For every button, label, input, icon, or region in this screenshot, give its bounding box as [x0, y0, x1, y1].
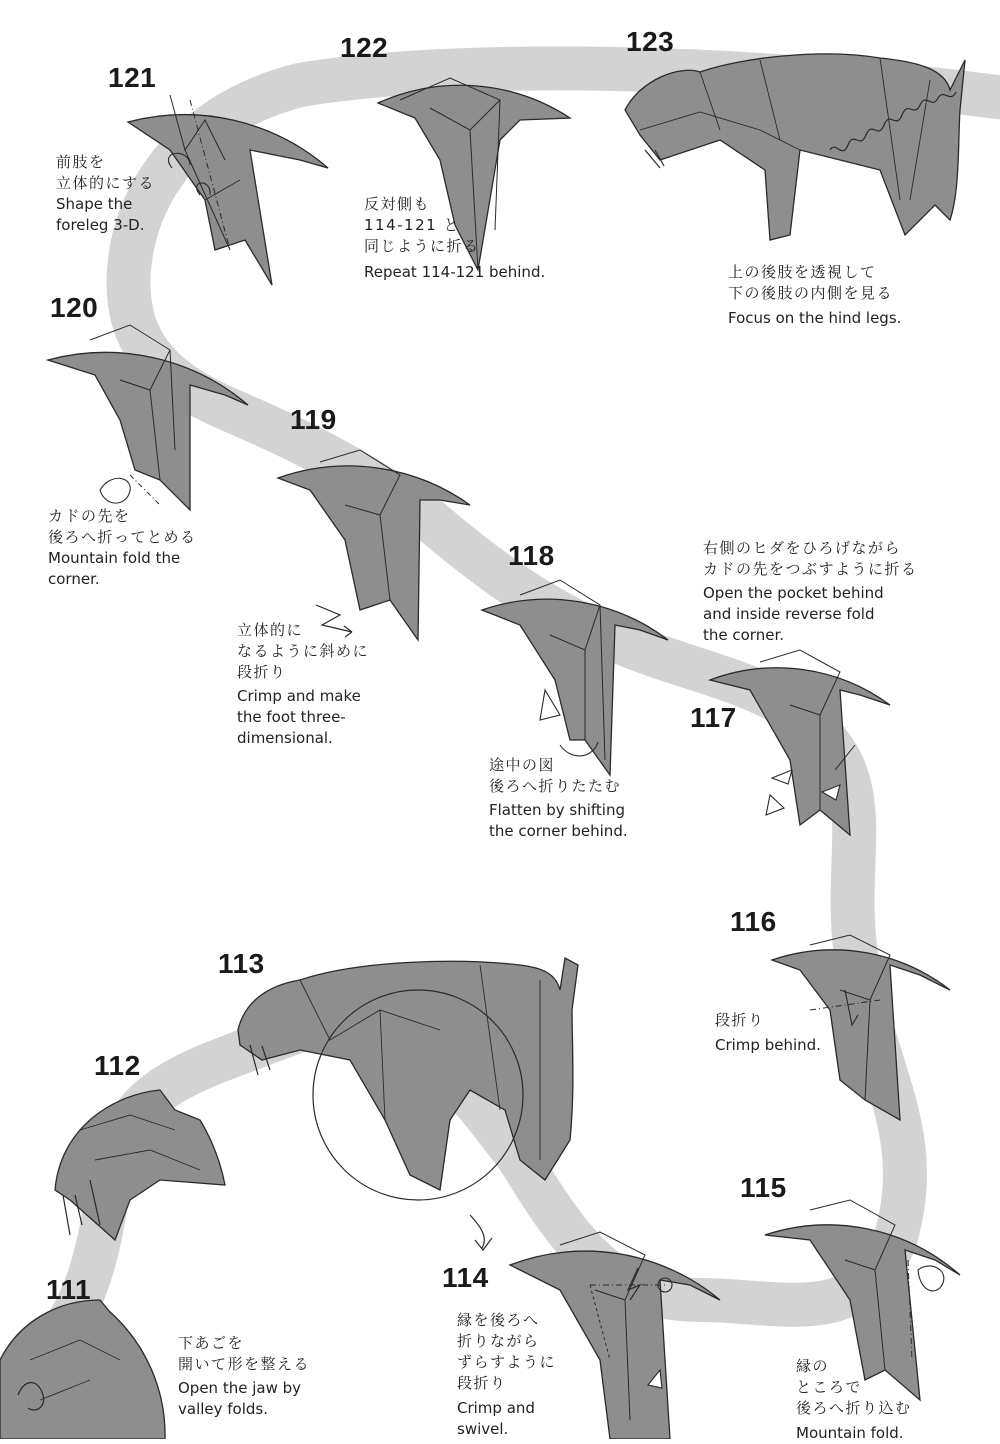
- step-119-ja-3: 段折り: [237, 663, 287, 681]
- step-117-ja-1: 右側のヒダをひろげながら: [703, 539, 902, 557]
- step-115-ja-3: 後ろへ折り込む: [796, 1399, 912, 1417]
- step-119-en-1: Crimp and make: [237, 687, 361, 705]
- step-114-ja-3: ずらすように: [457, 1353, 557, 1371]
- step-118-en-1: Flatten by shifting: [489, 801, 626, 819]
- step-121-number: 121: [108, 62, 157, 93]
- step-120-number: 120: [50, 292, 99, 323]
- step-119-caption: [237, 620, 369, 749]
- step-114-ja-4: 段折り: [457, 1374, 507, 1392]
- step-119-en-2: the foot three-: [237, 708, 346, 726]
- step-117-en-2: and inside reverse fold: [703, 605, 875, 623]
- step-120-ja-2: 後ろへ折ってとめる: [48, 528, 197, 546]
- step-122-number: 122: [340, 32, 389, 63]
- step-111-en-2: valley folds.: [178, 1400, 269, 1418]
- step-118-number: 118: [508, 540, 555, 571]
- step-111-figure: [0, 1300, 165, 1439]
- step-117-ja-2: カドの先をつぶすように折る: [703, 560, 918, 578]
- step-118-figure: [482, 580, 668, 775]
- step-120-en-2: corner.: [48, 570, 100, 588]
- step-117-caption: [703, 538, 918, 646]
- step-120-en-1: Mountain fold the: [48, 549, 181, 567]
- step-119-number: 119: [290, 404, 337, 435]
- step-122-ja-3: 同じように折る: [364, 237, 480, 255]
- step-121-en-2: foreleg 3-D.: [56, 216, 145, 234]
- step-111-ja-2: 開いて形を整える: [178, 1355, 311, 1373]
- step-120-ja-1: カドの先を: [48, 507, 131, 525]
- step-115-en-1: Mountain fold.: [796, 1424, 904, 1442]
- step-116-ja-1: 段折り: [715, 1011, 765, 1029]
- step-112-number: 112: [94, 1050, 141, 1081]
- step-118-en-2: the corner behind.: [489, 822, 628, 840]
- step-119-en-3: dimensional.: [237, 729, 333, 747]
- step-123-caption: [728, 262, 901, 329]
- step-116-number: 116: [730, 906, 777, 937]
- step-118-ja-2: 後ろへ折りたたむ: [489, 777, 622, 795]
- step-111-en-1: Open the jaw by: [178, 1379, 302, 1397]
- step-115-number: 115: [740, 1172, 787, 1203]
- step-111-caption: [178, 1333, 310, 1420]
- step-122-ja-1: 反対側も: [364, 195, 431, 213]
- step-117-en-1: Open the pocket behind: [703, 584, 884, 602]
- step-123-number: 123: [626, 26, 675, 57]
- step-115-ja-2: ところで: [796, 1378, 862, 1396]
- step-121-caption: [56, 152, 155, 236]
- step-122-caption: [364, 194, 545, 283]
- step-121-ja-1: 前肢を: [56, 153, 106, 171]
- step-111-ja-1: 下あごを: [178, 1334, 245, 1352]
- step-111-number: 111: [46, 1274, 92, 1305]
- step-116-caption: [715, 1010, 821, 1056]
- step-115-ja-1: 縁の: [796, 1357, 830, 1375]
- step-121-en-1: Shape the: [56, 195, 133, 213]
- step-123-ja-2: 下の後肢の内側を見る: [728, 284, 894, 302]
- step-114-en-2: swivel.: [457, 1420, 509, 1438]
- step-123-ja-1: 上の後肢を透視して: [728, 263, 877, 281]
- step-114-en-1: Crimp and: [457, 1399, 535, 1417]
- step-114-ja-1: 縁を後ろへ: [457, 1311, 540, 1329]
- step-114-number: 114: [442, 1262, 489, 1293]
- step-122-en-1: Repeat 114-121 behind.: [364, 263, 546, 281]
- step-123-figure: [625, 54, 965, 240]
- step-118-ja-1: 途中の図: [489, 756, 556, 774]
- step-116-en-1: Crimp behind.: [715, 1036, 821, 1054]
- step-114-ja-2: 折りながら: [457, 1332, 540, 1350]
- step-112-figure: [55, 1090, 225, 1240]
- step-114-caption: [457, 1310, 556, 1440]
- step-122-ja-2: 114-121 と: [364, 216, 460, 234]
- step-118-caption: [489, 755, 628, 842]
- step-121-ja-2: 立体的にする: [56, 174, 156, 192]
- step-117-en-3: the corner.: [703, 626, 785, 644]
- step-119-ja-1: 立体的に: [237, 621, 304, 639]
- step-117-number: 117: [690, 702, 737, 733]
- step-119-ja-2: なるように斜めに: [237, 642, 370, 660]
- step-115-caption: [796, 1356, 912, 1444]
- step-120-caption: [48, 506, 197, 590]
- step-113-number: 113: [218, 948, 265, 979]
- step-123-en-1: Focus on the hind legs.: [728, 309, 902, 327]
